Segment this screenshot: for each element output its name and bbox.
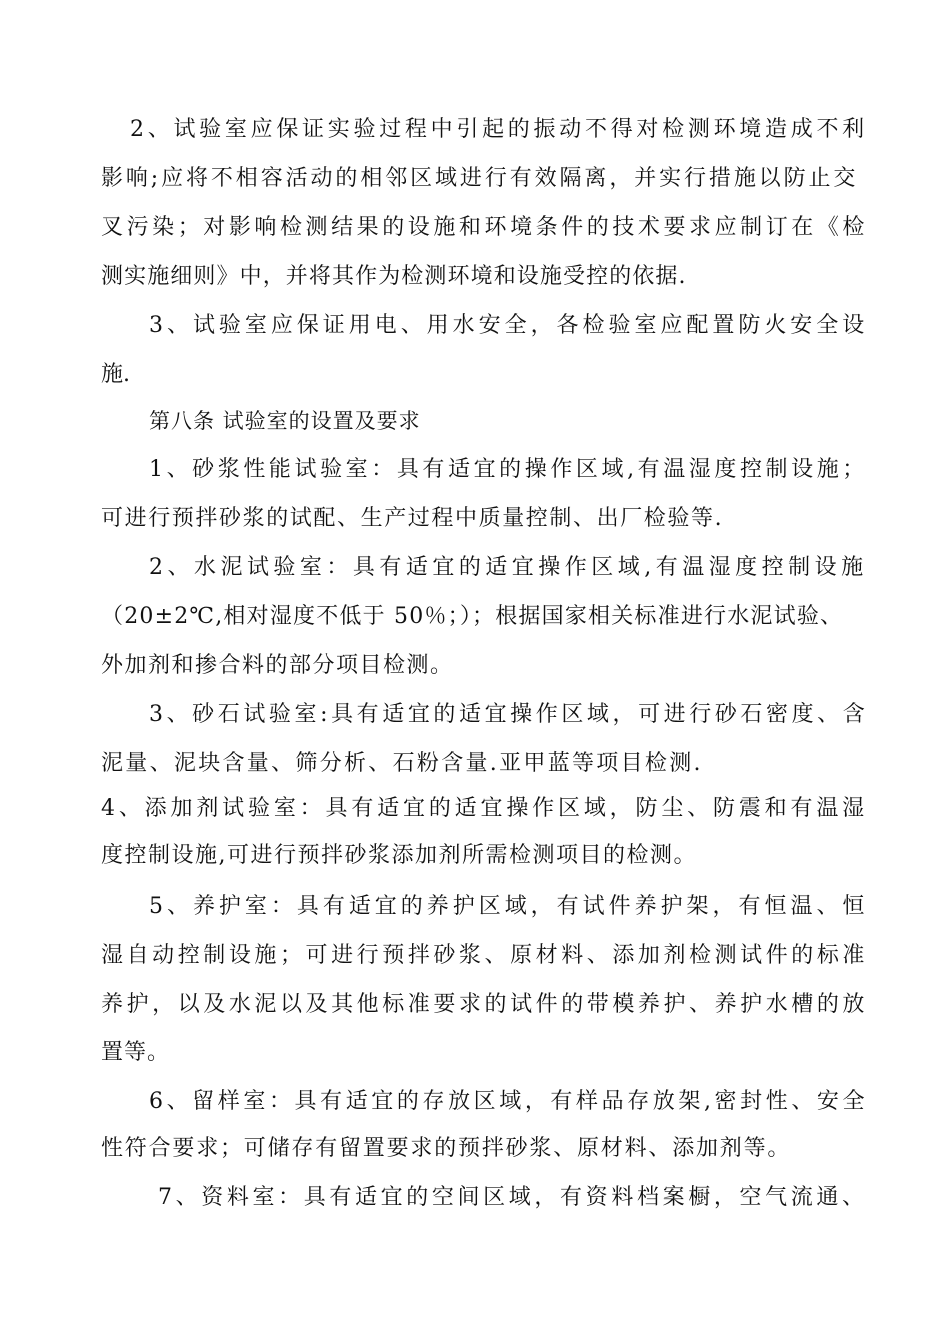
text-line: 2、试验室应保证实验过程中引起的振动不得对检测环境造成不利 xyxy=(130,117,868,142)
text-line: 1、砂浆性能试验室：具有适宜的操作区域,有温湿度控制设施； xyxy=(149,457,868,482)
text-line: 2、水泥试验室：具有适宜的适宜操作区域,有温湿度控制设施 xyxy=(149,555,868,580)
text-line: 4、添加剂试验室：具有适宜的适宜操作区域，防尘、防震和有温湿 xyxy=(101,796,868,821)
text-line: 性符合要求；可储存有留置要求的预拌砂浆、原材料、添加剂等。 xyxy=(101,1136,792,1161)
text-line: 叉污染；对影响检测结果的设施和环境条件的技术要求应制订在《检 xyxy=(101,215,869,240)
text-line: 影响;应将不相容活动的相邻区域进行有效隔离，并实行措施以防止交 xyxy=(101,166,859,191)
text-line: 施. xyxy=(101,362,130,387)
text-line: 外加剂和掺合料的部分项目检测。 xyxy=(101,653,454,678)
text-line: 湿自动控制设施；可进行预拌砂浆、原材料、添加剂检测试件的标准 xyxy=(101,943,869,968)
text-line: 度控制设施,可进行预拌砂浆添加剂所需检测项目的检测。 xyxy=(101,843,697,868)
text-line: 3、试验室应保证用电、用水安全，各检验室应配置防火安全设 xyxy=(149,313,869,338)
text-line: 3、砂石试验室:具有适宜的适宜操作区域，可进行砂石密度、含 xyxy=(149,702,869,727)
text-line: 6、留样室：具有适宜的存放区域，有样品存放架,密封性、安全 xyxy=(149,1089,869,1114)
section-heading: 第八条 试验室的设置及要求 xyxy=(149,409,421,433)
text-line: 养护，以及水泥以及其他标准要求的试件的带模养护、养护水槽的放 xyxy=(101,992,869,1017)
text-line: （20±2℃,相对湿度不低于 50％；）；根据国家相关标准进行水泥试验、 xyxy=(101,604,844,629)
text-line: 测实施细则》中，并将其作为检测环境和设施受控的依据. xyxy=(101,264,687,289)
text-line: 7、资料室：具有适宜的空间区域，有资料档案橱，空气流通、 xyxy=(158,1185,868,1210)
text-line: 置等。 xyxy=(101,1040,171,1065)
text-line: 5、养护室：具有适宜的养护区域，有试件养护架，有恒温、恒 xyxy=(149,894,869,919)
text-line: 可进行预拌砂浆的试配、生产过程中质量控制、出厂检验等. xyxy=(101,506,724,531)
text-line: 泥量、泥块含量、筛分析、石粉含量.亚甲蓝等项目检测. xyxy=(101,751,703,776)
